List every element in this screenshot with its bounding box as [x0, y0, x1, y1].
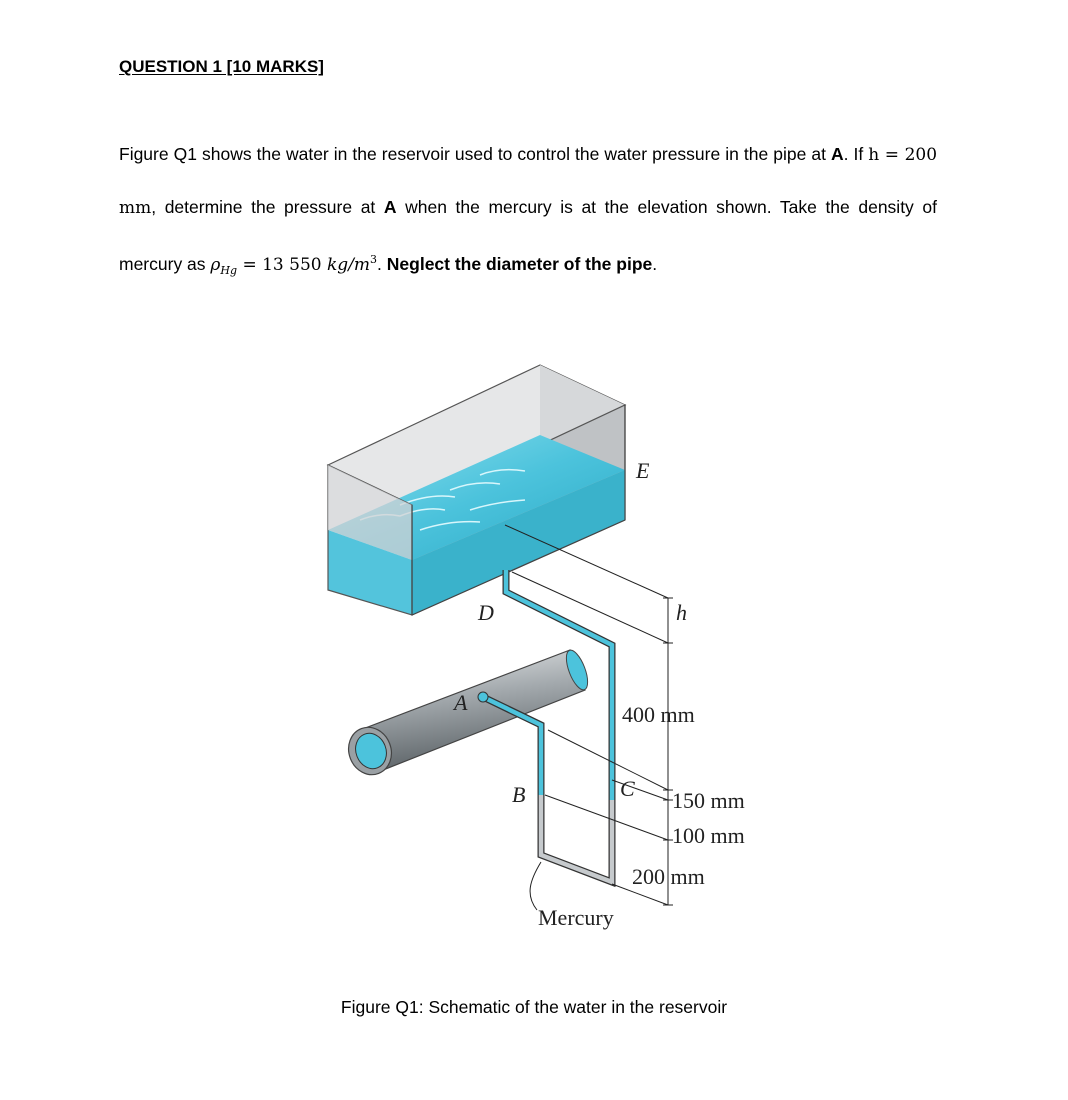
- question-text-5: .: [377, 254, 387, 274]
- ref-line-b-top: [548, 730, 668, 790]
- label-400mm: 400 mm: [622, 702, 695, 727]
- mercury-leader: [530, 862, 541, 910]
- rho-symbol: ρ: [210, 255, 221, 275]
- question-text-4: when the mercury is at the elevation shown. Take the density of mercury as: [119, 196, 937, 274]
- question-text: [119, 129, 937, 297]
- point-a-label-2: A: [383, 196, 397, 217]
- rho-unit-m: /m: [348, 255, 371, 275]
- question-text-2: . If: [843, 144, 869, 164]
- figure-caption: Figure Q1: Schematic of the water in the reservoir: [340, 997, 728, 1017]
- label-b: B: [512, 782, 526, 807]
- reservoir-figure: [300, 350, 820, 955]
- rho-value: = 13 550: [237, 255, 327, 275]
- rho-subscript: Hg: [220, 264, 238, 277]
- label-a: A: [454, 690, 468, 715]
- tube-mercury: [541, 795, 612, 882]
- density-equation: [210, 255, 377, 275]
- neglect-diameter-note: Neglect the diameter of the pipe: [386, 254, 653, 274]
- question-text-1: Figure Q1 shows the water in the reservoir used to control the water pressure in the pipe at: [119, 144, 831, 164]
- reservoir-tank: [328, 365, 625, 615]
- h-equation: h = 200 mm: [119, 145, 938, 218]
- pipe-body: [360, 650, 585, 772]
- label-150mm: 150 mm: [672, 788, 745, 813]
- question-text-3: , determine the pressure at: [151, 196, 384, 217]
- label-c: C: [620, 776, 635, 801]
- ref-line-b: [545, 795, 668, 840]
- point-a-label: A: [830, 144, 844, 164]
- rho-unit-exponent: 3: [370, 253, 378, 266]
- label-h: h: [676, 600, 687, 625]
- label-mercury: Mercury: [538, 905, 614, 930]
- label-200mm: 200 mm: [632, 864, 705, 889]
- question-heading: QUESTION 1 [10 MARKS]: [119, 57, 324, 76]
- label-d: D: [478, 600, 494, 625]
- reservoir-schematic: [300, 350, 820, 950]
- tube-a-connection: [478, 692, 488, 702]
- label-e: E: [636, 458, 650, 483]
- question-text-6: .: [652, 254, 658, 274]
- rho-unit-kg: kg: [327, 255, 349, 275]
- label-100mm: 100 mm: [672, 823, 745, 848]
- manometer: [478, 570, 612, 882]
